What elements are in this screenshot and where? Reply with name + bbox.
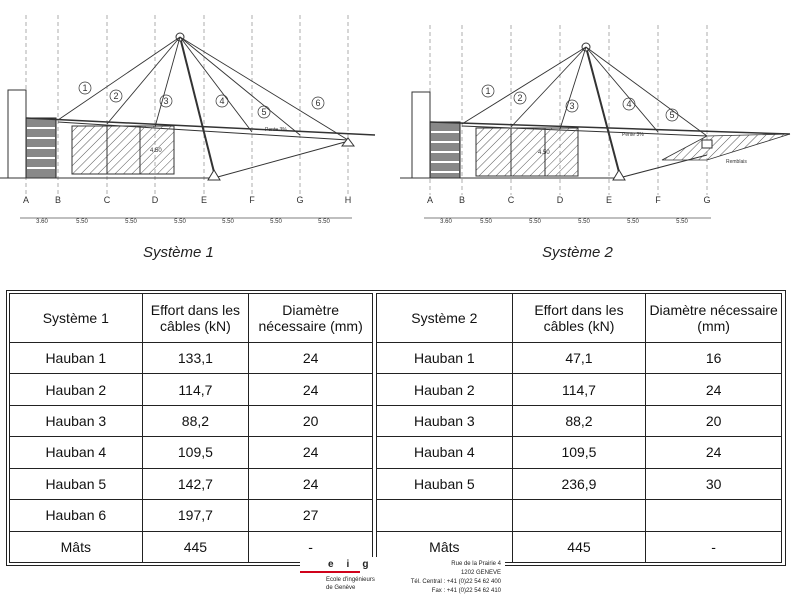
table-row xyxy=(10,468,373,499)
axis-letters xyxy=(23,195,351,205)
diameter-value: 24 xyxy=(646,374,782,405)
table-row xyxy=(377,343,782,374)
effort-value: 88,2 xyxy=(142,405,249,436)
row-label: Hauban 2 xyxy=(377,374,513,405)
cable-label-2: 2 xyxy=(113,91,119,101)
span-6: 5.50 xyxy=(270,219,282,225)
effort-value: 109,5 xyxy=(142,437,249,468)
effort-value: 47,1 xyxy=(512,343,646,374)
effort-value: 114,7 xyxy=(512,374,646,405)
table-row xyxy=(10,374,373,405)
row-label xyxy=(377,500,513,531)
mast xyxy=(180,37,214,172)
cable-label-3: 3 xyxy=(163,96,169,106)
school-line-1: Ecole d'ingénieurs xyxy=(326,577,375,583)
effort-value: 88,2 xyxy=(512,405,646,436)
effort-value: 114,7 xyxy=(142,374,249,405)
span-3: 5.50 xyxy=(125,219,137,225)
header-effort: Effort dans les câbles (kN) xyxy=(512,294,646,343)
inner-dimension: 4.50 xyxy=(538,150,550,156)
axis-letter-a: A xyxy=(426,195,434,205)
table-row xyxy=(10,437,373,468)
cable-label-3: 3 xyxy=(569,101,575,111)
diagram-system-2 xyxy=(400,0,795,235)
header-system: Système 2 xyxy=(377,294,513,343)
mast xyxy=(586,47,619,172)
effort-value: 197,7 xyxy=(142,500,249,531)
caption-system-1: Système 1 xyxy=(143,244,214,261)
axis-letter-d: D xyxy=(556,195,564,205)
slope-note: Pente 3% xyxy=(622,132,644,138)
axis-letter-c: C xyxy=(507,195,515,205)
address-line-4: Fax : +41 (0)22 54 62 410 xyxy=(431,588,501,594)
slope-note: Pente 3% xyxy=(265,127,287,133)
diameter-value: 16 xyxy=(646,343,782,374)
table-header-row xyxy=(377,294,782,343)
address-line-2: 1202 GENEVE xyxy=(460,570,501,576)
cable-label-1: 1 xyxy=(82,83,88,93)
address-line-1: Rue de la Prairie 4 xyxy=(451,561,501,567)
diameter-value: 24 xyxy=(249,374,373,405)
row-label: Mâts xyxy=(10,531,143,562)
inner-dimension: 4.50 xyxy=(150,148,162,154)
effort-value: 445 xyxy=(142,531,249,562)
fill-wedge xyxy=(662,134,790,160)
row-label: Hauban 1 xyxy=(10,343,143,374)
school-address xyxy=(411,560,501,596)
axis-letters xyxy=(427,195,711,205)
axis-letter-h: H xyxy=(344,195,352,205)
axis-letter-a: A xyxy=(22,195,30,205)
diameter-value: 30 xyxy=(646,468,782,499)
table-row xyxy=(377,468,782,499)
span-7: 5.50 xyxy=(318,219,330,225)
header-system: Système 1 xyxy=(10,294,143,343)
cable-number-labels xyxy=(79,82,324,118)
diameter-value: 24 xyxy=(249,343,373,374)
axis-letter-b: B xyxy=(458,195,466,205)
cable-label-4: 4 xyxy=(219,96,225,106)
table-system-2 xyxy=(376,293,782,563)
cable-label-4: 4 xyxy=(626,99,632,109)
table-row xyxy=(10,405,373,436)
school-logo-block xyxy=(300,557,505,599)
table-header-row xyxy=(10,294,373,343)
facade-block xyxy=(430,122,460,178)
diameter-value: 24 xyxy=(249,437,373,468)
span-2: 5.50 xyxy=(76,219,88,225)
span-5: 5.50 xyxy=(627,219,639,225)
span-6: 5.50 xyxy=(676,219,688,225)
span-dimensions xyxy=(440,219,688,225)
header-diameter: Diamètre nécessaire (mm) xyxy=(646,294,782,343)
axis-letter-f: F xyxy=(249,195,255,205)
existing-building xyxy=(8,90,26,178)
table-row xyxy=(377,500,782,531)
axis-letter-c: C xyxy=(103,195,111,205)
span-5: 5.50 xyxy=(222,219,234,225)
header-effort: Effort dans les câbles (kN) xyxy=(142,294,249,343)
axis-letter-g: G xyxy=(703,195,711,205)
axis-letter-g: G xyxy=(296,195,304,205)
row-label: Hauban 6 xyxy=(10,500,143,531)
table-row xyxy=(377,374,782,405)
diameter-value: 27 xyxy=(249,500,373,531)
diameter-value: 24 xyxy=(646,437,782,468)
effort-value: 236,9 xyxy=(512,468,646,499)
school-name xyxy=(326,576,375,592)
diameter-value: 24 xyxy=(249,468,373,499)
cable-label-2: 2 xyxy=(517,93,523,103)
table-system-1 xyxy=(9,293,373,563)
row-label: Hauban 3 xyxy=(10,405,143,436)
span-dimensions xyxy=(36,219,330,225)
axis-letter-e: E xyxy=(605,195,613,205)
table-row xyxy=(10,343,373,374)
table-row xyxy=(377,437,782,468)
hatched-block xyxy=(476,128,578,176)
diameter-value: - xyxy=(646,531,782,562)
diameter-value xyxy=(646,500,782,531)
row-label: Hauban 3 xyxy=(377,405,513,436)
existing-building xyxy=(412,92,430,178)
axis-letter-e: E xyxy=(200,195,208,205)
axis-letter-d: D xyxy=(151,195,159,205)
row-label: Hauban 4 xyxy=(377,437,513,468)
diameter-value: 20 xyxy=(646,405,782,436)
row-label: Hauban 5 xyxy=(10,468,143,499)
span-1: 3.60 xyxy=(36,219,48,225)
anchor-block xyxy=(702,140,712,148)
effort-value: 133,1 xyxy=(142,343,249,374)
span-4: 5.50 xyxy=(174,219,186,225)
address-line-3: Tél. Central : +41 (0)22 54 62 400 xyxy=(410,579,501,585)
row-label: Hauban 4 xyxy=(10,437,143,468)
axis-letter-b: B xyxy=(54,195,62,205)
span-4: 5.50 xyxy=(578,219,590,225)
span-3: 5.50 xyxy=(529,219,541,225)
mast-foot xyxy=(613,170,625,180)
effort-value: 142,7 xyxy=(142,468,249,499)
cable-label-5: 5 xyxy=(669,110,675,120)
school-line-2: de Genève xyxy=(326,585,356,591)
cables xyxy=(462,47,707,136)
span-2: 5.50 xyxy=(480,219,492,225)
diameter-value: - xyxy=(249,531,373,562)
header-diameter: Diamètre nécessaire (mm) xyxy=(249,294,373,343)
caption-system-2: Système 2 xyxy=(542,244,613,261)
effort-value: 109,5 xyxy=(512,437,646,468)
cable-label-1: 1 xyxy=(485,86,491,96)
effort-value xyxy=(512,500,646,531)
mast-foot xyxy=(208,170,220,180)
span-1: 3.60 xyxy=(440,219,452,225)
row-label: Mâts xyxy=(377,531,513,562)
row-label: Hauban 1 xyxy=(377,343,513,374)
axis-letter-f: F xyxy=(655,195,661,205)
cable-label-6: 6 xyxy=(315,98,321,108)
table-row xyxy=(377,405,782,436)
logo-accent-bar xyxy=(300,571,360,573)
diameter-value: 20 xyxy=(249,405,373,436)
diagram-system-1 xyxy=(0,0,390,235)
row-label: Hauban 2 xyxy=(10,374,143,405)
fill-note: Remblais xyxy=(726,159,747,165)
table-row xyxy=(10,500,373,531)
cable-label-5: 5 xyxy=(261,107,267,117)
effort-value: 445 xyxy=(512,531,646,562)
row-label: Hauban 5 xyxy=(377,468,513,499)
logo-letters: eig xyxy=(328,559,382,570)
